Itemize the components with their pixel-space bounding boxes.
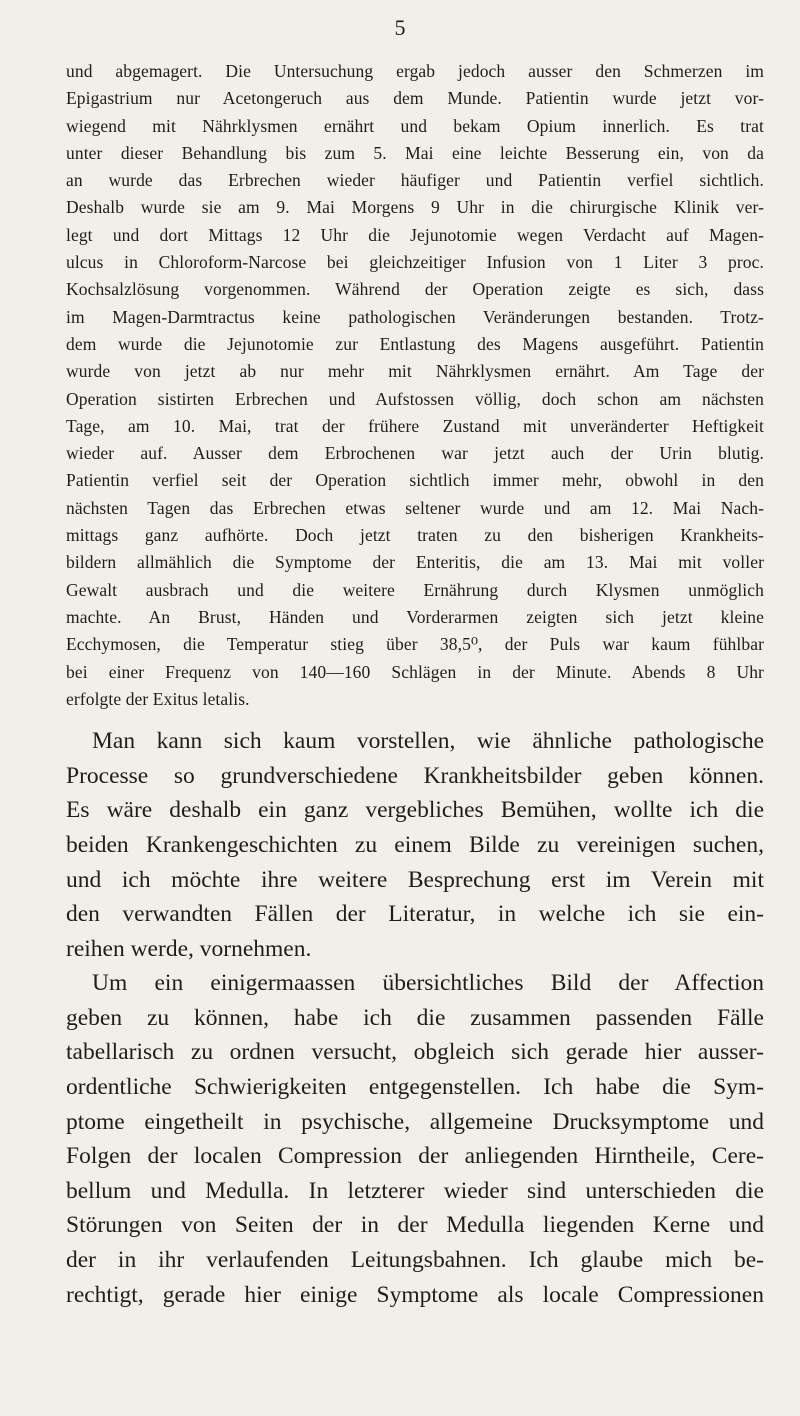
text-line: legt und dort Mittags 12 Uhr die Jejunotomie wegen Verdacht auf Magen- (66, 224, 764, 245)
text-line: Tage, am 10. Mai, trat der frühere Zustand mit unveränderter Heftigkeit (66, 415, 764, 436)
text-line: der in ihr verlaufenden Leitungsbahnen. Ich glaube mich be- (66, 1247, 764, 1274)
text-line: rechtigt, gerade hier einige Symptome als locale Compressionen (66, 1281, 764, 1308)
text-line: Epigastrium nur Acetongeruch aus dem Munde. Patientin wurde jetzt vor- (66, 88, 764, 109)
text-line: dem wurde die Jejunotomie zur Entlastung des Magens ausgeführt. Patientin (66, 333, 764, 354)
text-line: Gewalt ausbrach und die weitere Ernährung durch Klysmen unmöglich (66, 579, 764, 600)
text-line: und abgemagert. Die Untersuchung ergab jedoch ausser den Schmerzen im (66, 61, 764, 81)
text-line: Processe so grundverschiedene Krankheitsbilder geben können. (66, 762, 764, 789)
text-line: Um ein einigermaassen übersichtliches Bild der Affection (92, 970, 764, 997)
text-line: bellum und Medulla. In letzterer wieder sind unterschieden die (66, 1177, 764, 1204)
text-line: und ich möchte ihre weitere Besprechung erst im Verein mit (66, 866, 764, 893)
text-line: wieder auf. Ausser dem Erbrochenen war jetzt auch der Urin blutig. (66, 443, 764, 464)
text-line: mittags ganz aufhörte. Doch jetzt traten zu den bisherigen Krankheits- (66, 525, 764, 546)
text-line: Man kann sich kaum vorstellen, wie ähnliche pathologische (92, 728, 764, 755)
text-line: Ecchymosen, die Temperatur stieg über 38,5⁰, der Puls war kaum fühlbar (66, 634, 764, 655)
discussion-paragraph-2 (66, 966, 764, 1312)
discussion-paragraph-1 (66, 724, 764, 966)
text-line: unter dieser Behandlung bis zum 5. Mai eine leichte Besserung ein, von da (66, 142, 764, 163)
text-line: Es wäre deshalb ein ganz vergebliches Bemühen, wollte ich die (66, 797, 764, 824)
text-line: an wurde das Erbrechen wieder häufiger und Patientin verfiel sichtlich. (66, 170, 764, 191)
discussion-section (66, 724, 764, 1312)
text-line: geben zu können, habe ich die zusammen passenden Fälle (66, 1004, 764, 1031)
text-line: Patientin verfiel seit der Operation sichtlich immer mehr, obwohl in den (66, 470, 764, 491)
text-line: ulcus in Chloroform-Narcose bei gleichzeitiger Infusion von 1 Liter 3 proc. (66, 252, 764, 273)
text-line: bei einer Frequenz von 140—160 Schlägen in der Minute. Abends 8 Uhr (66, 661, 764, 682)
text-line: Deshalb wurde sie am 9. Mai Morgens 9 Uhr in die chirurgische Klinik ver- (66, 197, 764, 218)
text-line: erfolgte der Exitus letalis. (66, 688, 250, 709)
text-line: tabellarisch zu ordnen versucht, obgleich sich gerade hier ausser- (66, 1039, 764, 1066)
text-line: ptome eingetheilt in psychische, allgemeine Drucksymptome und (66, 1108, 764, 1135)
text-line: Kochsalzlösung vorgenommen. Während der Operation zeigte es sich, dass (66, 279, 764, 300)
text-line: wurde von jetzt ab nur mehr mit Nährklysmen ernährt. Am Tage der (66, 361, 764, 382)
text-line: wiegend mit Nährklysmen ernährt und bekam Opium innerlich. Es trat (66, 115, 764, 136)
text-line: reihen werde, vornehmen. (66, 935, 312, 962)
text-line: bildern allmählich die Symptome der Enteritis, die am 13. Mai mit voller (66, 552, 764, 573)
text-line: den verwandten Fällen der Literatur, in welche ich sie ein- (66, 901, 764, 928)
text-line: Folgen der localen Compression der anliegenden Hirntheile, Cere- (66, 1143, 764, 1170)
text-line: Operation sistirten Erbrechen und Aufstossen völlig, doch schon am nächsten (66, 388, 764, 409)
text-line: ordentliche Schwierigkeiten entgegenstellen. Ich habe die Sym- (66, 1074, 764, 1101)
text-line: im Magen-Darmtractus keine pathologischen Veränderungen bestanden. Trotz- (66, 306, 764, 327)
text-line: machte. An Brust, Händen und Vorderarmen zeigten sich jetzt kleine (66, 606, 764, 627)
text-line: beiden Krankengeschichten zu einem Bilde zu vereinigen suchen, (66, 831, 764, 858)
text-line: Störungen von Seiten der in der Medulla liegenden Kerne und (66, 1212, 764, 1239)
text-line: nächsten Tagen das Erbrechen etwas seltener wurde und am 12. Mai Nach- (66, 497, 764, 518)
case-history-paragraph (66, 58, 764, 713)
page-number: 5 (394, 15, 406, 40)
